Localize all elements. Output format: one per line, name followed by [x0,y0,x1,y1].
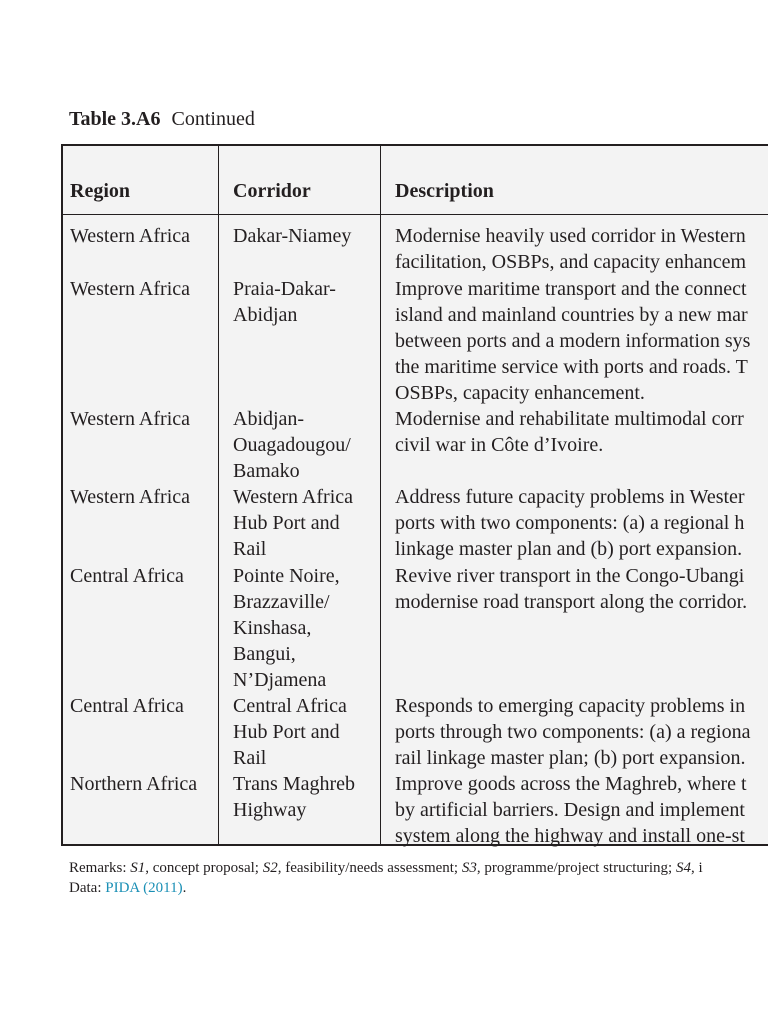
corridor-line: Ouagadougou/ [233,434,351,456]
table-caption [69,108,255,131]
cell-corridor [233,693,373,771]
description-line: Modernise and rehabilitate multimodal corr [395,408,744,430]
data-source-prefix: Data: [69,880,106,896]
data-source-link[interactable]: PIDA (2011) [105,880,183,896]
description-line: Responds to emerging capacity problems in [395,695,746,717]
table-caption-text: Continued [171,108,255,130]
corridor-line: N’Djamena [233,669,327,691]
cell-region: Western Africa [70,225,190,247]
data-source-suffix: . [182,880,187,896]
header-divider [63,214,768,215]
remarks-s2-text: , feasibility/needs assessment; [277,860,462,876]
description-line: system along the highway and install one-st [395,825,745,847]
description-line: between ports and a modern information sys [395,330,751,352]
cell-description [395,406,768,458]
corridor-line: Praia-Dakar- [233,278,336,300]
description-line: ports with two components: (a) a regional h [395,512,745,534]
corridor-line: Rail [233,538,267,560]
remarks-s1: S1 [130,860,146,876]
remarks-s3: S3 [461,860,477,876]
corridor-line: Rail [233,747,267,769]
description-line: Improve goods across the Maghreb, where t [395,773,747,795]
cell-corridor [233,484,373,562]
corridor-line: Brazzaville/ [233,591,330,613]
description-line: facilitation, OSBPs, and capacity enhancem [395,251,747,273]
cell-description [395,223,768,275]
description-line: ports through two components: (a) a regiona [395,721,751,743]
remarks-s4: S4 [675,860,691,876]
corridor-line: Trans Maghreb [233,773,356,795]
cell-corridor [233,276,373,328]
cell-description [395,276,768,406]
cell-description [395,563,768,615]
description-line: Modernise heavily used corridor in Western [395,225,746,247]
description-line: Improve maritime transport and the connect [395,278,747,300]
header-corridor: Corridor [233,180,311,202]
description-line: by artificial barriers. Design and implement [395,799,745,821]
corridor-line: Central Africa [233,695,347,717]
cell-region: Western Africa [70,486,190,508]
description-line: the maritime service with ports and roads. T [395,356,748,378]
table-caption-label: Table 3.A6 [69,108,161,130]
cell-region: Central Africa [70,565,184,587]
corridor-line: Hub Port and [233,512,340,534]
cell-corridor [233,563,373,693]
remarks-prefix: Remarks: [69,860,131,876]
cell-corridor [233,406,373,484]
corridor-line: Pointe Noire, [233,565,340,587]
description-line: Revive river transport in the Congo-Ubangi [395,565,745,587]
corridor-line: Kinshasa, [233,617,312,639]
description-line: civil war in Côte d’Ivoire. [395,434,604,456]
column-divider [380,146,381,844]
description-line: OSBPs, capacity enhancement. [395,382,645,404]
cell-region: Central Africa [70,695,184,717]
cell-description [395,771,768,849]
corridor-line: Abidjan- [233,408,305,430]
corridor-line: Hub Port and [233,721,340,743]
data-source-footnote [69,880,186,897]
corridor-table [61,144,768,846]
remarks-s4-text: , i [690,860,703,876]
corridor-line: Western Africa [233,486,353,508]
description-line: rail linkage master plan; (b) port expansion. [395,747,746,769]
cell-corridor [233,223,373,249]
remarks-s2: S2 [262,860,278,876]
remarks-footnote [69,860,703,877]
description-line: island and mainland countries by a new mar [395,304,748,326]
description-line: modernise road transport along the corridor. [395,591,748,613]
header-description: Description [395,180,494,202]
cell-corridor [233,771,373,823]
corridor-line: Abidjan [233,304,298,326]
cell-region: Northern Africa [70,773,198,795]
header-region: Region [70,180,130,202]
description-line: linkage master plan and (b) port expansion. [395,538,743,560]
cell-region: Western Africa [70,408,190,430]
remarks-s3-text: , programme/project structuring; [476,860,676,876]
corridor-line: Dakar-Niamey [233,225,352,247]
cell-region: Western Africa [70,278,190,300]
remarks-s1-text: , concept proposal; [145,860,263,876]
corridor-line: Bangui, [233,643,296,665]
cell-description [395,484,768,562]
cell-description [395,693,768,771]
corridor-line: Bamako [233,460,300,482]
description-line: Address future capacity problems in Wester [395,486,745,508]
corridor-line: Highway [233,799,307,821]
